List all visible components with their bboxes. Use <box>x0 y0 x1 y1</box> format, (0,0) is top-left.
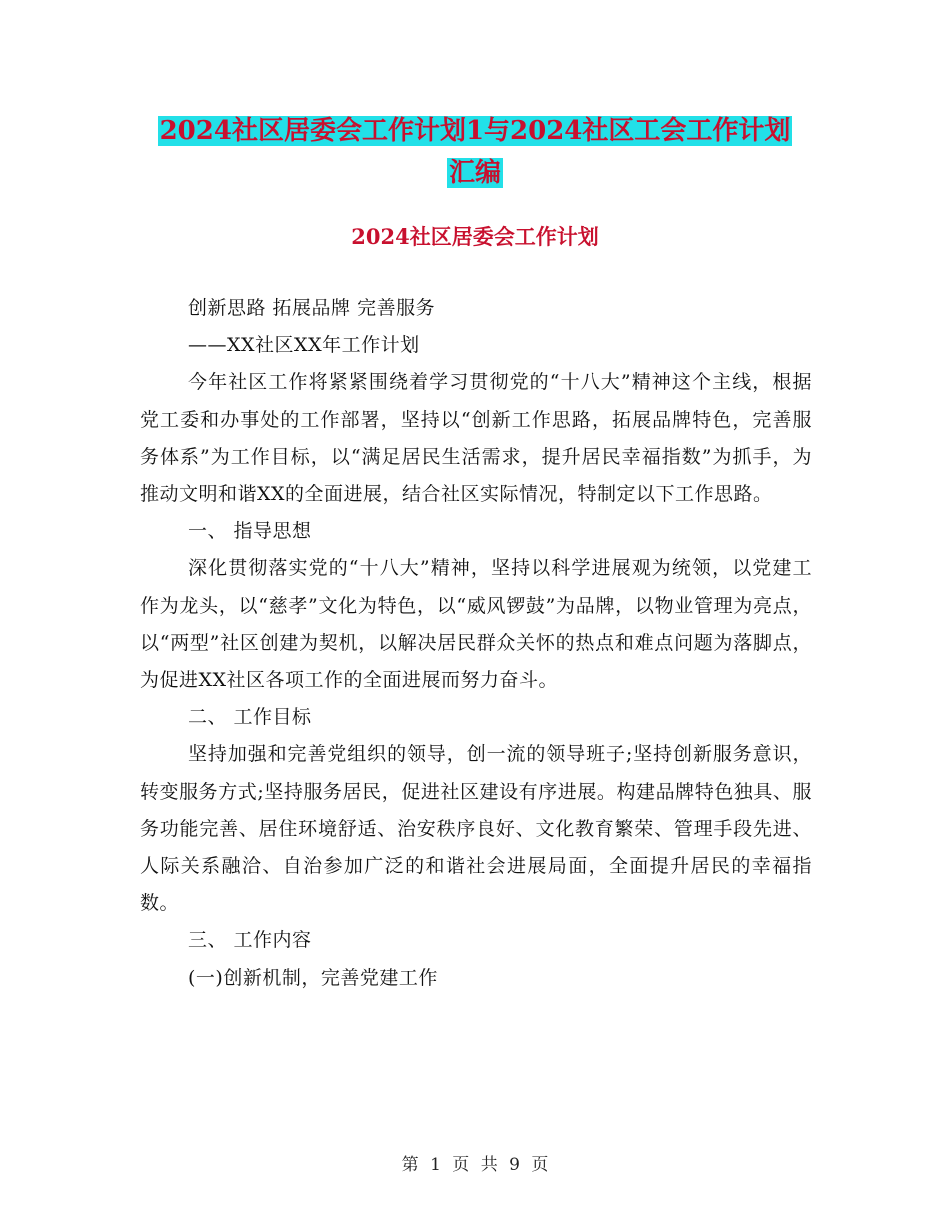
paragraph: ——XX社区XX年工作计划 <box>188 334 420 357</box>
section-title: 2024社区居委会工作计划 <box>351 224 599 249</box>
title-line-2: 汇编 <box>448 158 501 188</box>
paragraph: 今年社区工作将紧紧围绕着学习贯彻党的“十八大”精神这个主线，根据党工委和办事处的工作部署，坚持以“创新工作思路，拓展品牌特色，完善服务体系”为工作目标，以“满足居民生活需求，提升居民幸福指数”为抓手，为推动文明和谐XX的全面进展，结合社区实际情况，特制定以下工作思路。 <box>140 371 812 506</box>
document-title <box>0 110 950 194</box>
title-line-1: 2024社区居委会工作计划1与2024社区工会工作计划 <box>159 116 791 146</box>
page-footer: 第 1 页 共 9 页 <box>401 1155 549 1175</box>
paragraph: (一)创新机制，完善党建工作 <box>188 966 438 989</box>
paragraph: 深化贯彻落实党的“十八大”精神，坚持以科学进展观为统领，以党建工作为龙头，以“慈孝”文化为特色，以“威风锣鼓”为品牌，以物业管理为亮点，以“两型”社区创建为契机，以解决居民群众关怀的热点和难点问题为落脚点，为促进XX社区各项工作的全面进展而努力奋斗。 <box>140 557 812 692</box>
paragraph: 坚持加强和完善党组织的领导，创一流的领导班子;坚持创新服务意识，转变服务方式;坚持服务居民，促进社区建设有序进展。构建品牌特色独具、服务功能完善、居住环境舒适、治安秩序良好、文化教育繁荣、管理手段先进、人际关系融洽、自治参加广泛的和谐社会进展局面，全面提升居民的幸福指数。 <box>140 743 812 915</box>
heading-2: 二、 工作目标 <box>188 706 312 729</box>
heading-3: 三、 工作内容 <box>188 929 312 952</box>
heading-1: 一、 指导思想 <box>188 520 312 543</box>
paragraph: 创新思路 拓展品牌 完善服务 <box>188 297 436 319</box>
document-body <box>140 290 812 997</box>
